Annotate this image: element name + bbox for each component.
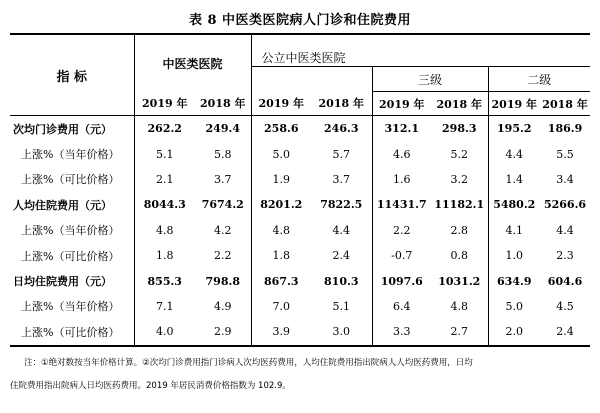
table-cell: 1031.2	[438, 274, 481, 288]
row-label: 上涨%（当年价格）	[21, 148, 120, 162]
year-header: 2018 年	[311, 92, 372, 116]
table-row	[10, 116, 590, 142]
table-cell: 186.9	[547, 122, 583, 136]
table-row	[10, 319, 590, 345]
table-cell: 4.8	[251, 218, 311, 243]
table-cell: 4.5	[556, 299, 574, 313]
table-cell: 634.9	[488, 268, 540, 293]
table-cell: 312.1	[372, 116, 431, 142]
row-label: 上涨%（可比价格）	[10, 319, 134, 345]
table-cell: 6.4	[372, 294, 431, 319]
table-cell: 5.0	[251, 141, 311, 166]
table-cell: 1097.6	[372, 268, 431, 293]
table-cell: 5.7	[332, 147, 351, 161]
tcm-hospital-header: 中医类医院	[134, 34, 251, 92]
table-cell: 5.2	[450, 147, 469, 161]
indicator-header: 指 标	[10, 34, 134, 116]
table-cell: 7.0	[251, 294, 311, 319]
table-cell: 4.9	[214, 299, 232, 313]
year-header: 2019 年	[134, 92, 195, 116]
table-row	[10, 141, 590, 166]
row-label: 人均住院费用（元）	[13, 198, 112, 212]
table-cell: 4.4	[332, 223, 351, 237]
table-row	[10, 218, 590, 243]
table-row	[10, 294, 590, 319]
table-cell: -0.7	[372, 243, 431, 268]
secondary-header: 二级	[488, 67, 590, 92]
public-tcm-hospital-header: 公立中医类医院	[251, 34, 590, 67]
table-cell: 195.2	[488, 116, 540, 142]
row-label: 上涨%（可比价格）	[21, 249, 120, 263]
table-cell: 4.2	[214, 223, 232, 237]
year-header: 2018 年	[431, 92, 488, 116]
table-cell: 5.5	[556, 147, 574, 161]
year-header: 2019 年	[488, 92, 540, 116]
table-cell: 5.1	[134, 141, 195, 166]
public-blank-cell	[251, 67, 372, 92]
table-cell: 11431.7	[372, 192, 431, 217]
table-cell: 1.9	[251, 167, 311, 192]
table-cell: 2.2	[214, 249, 232, 263]
table-cell: 262.2	[134, 116, 195, 142]
row-label: 上涨%（当年价格）	[21, 300, 120, 314]
row-label: 次均门诊费用（元）	[13, 122, 112, 136]
row-label: 上涨%（当年价格）	[21, 224, 120, 238]
table-cell: 4.1	[488, 218, 540, 243]
table-cell: 3.4	[556, 172, 574, 186]
table-cell: 2.0	[488, 319, 540, 345]
table-cell: 2.1	[134, 167, 195, 192]
table-cell: 8044.3	[134, 192, 195, 217]
table-cell: 4.4	[488, 141, 540, 166]
table-cell: 246.3	[324, 122, 359, 136]
table-row	[10, 243, 590, 268]
table-cell: 5.1	[332, 299, 351, 313]
row-label: 日均住院费用（元）	[13, 275, 112, 289]
table-cell: 4.4	[556, 223, 574, 237]
table-cell: 298.3	[442, 122, 477, 136]
table-cell: 7.1	[134, 294, 195, 319]
table-cell: 1.6	[372, 167, 431, 192]
year-header: 2018 年	[540, 92, 590, 116]
table-cell: 855.3	[134, 268, 195, 293]
table-cell: 3.7	[332, 172, 351, 186]
table-cell: 5.8	[214, 147, 232, 161]
table-title: 表 8 中医类医院病人门诊和住院费用	[188, 13, 412, 28]
table-row	[10, 268, 590, 293]
year-header: 2018 年	[195, 92, 251, 116]
table-cell: 11182.1	[434, 198, 485, 212]
table-cell: 798.8	[205, 274, 240, 288]
table-cell: 3.2	[450, 172, 469, 186]
table-note: 住院费用指出院病人日均医药费用。2019 年居民消费价格指数为 102.9。	[10, 381, 291, 391]
table-cell: 5266.6	[543, 198, 587, 212]
table-row	[10, 167, 590, 192]
table-cell: 2.9	[195, 319, 251, 345]
table-row	[10, 192, 590, 217]
table-cell: 2.4	[332, 249, 351, 263]
table-cell: 2.8	[450, 223, 469, 237]
table-cell: 2.2	[372, 218, 431, 243]
table-cell: 4.6	[372, 141, 431, 166]
table-cell: 1.8	[251, 243, 311, 268]
table-cell: 258.6	[251, 116, 311, 142]
table-cell: 1.4	[488, 167, 540, 192]
table-cell: 2.3	[556, 249, 574, 263]
table-cell: 1.0	[488, 243, 540, 268]
table-cell: 2.4	[540, 319, 590, 345]
row-label: 上涨%（可比价格）	[21, 173, 120, 187]
year-header: 2019 年	[372, 92, 431, 116]
table-cell: 4.0	[134, 319, 195, 345]
tertiary-header: 三级	[372, 67, 488, 92]
fee-table	[10, 33, 590, 347]
table-cell: 810.3	[324, 274, 359, 288]
table-cell: 3.9	[251, 319, 311, 345]
table-cell: 3.0	[311, 319, 372, 345]
table-cell: 2.7	[431, 319, 488, 345]
table-cell: 7822.5	[320, 198, 363, 212]
table-cell: 249.4	[205, 122, 240, 136]
table-cell: 5.0	[488, 294, 540, 319]
table-cell: 8201.2	[251, 192, 311, 217]
table-cell: 5480.2	[488, 192, 540, 217]
table-cell: 0.8	[450, 249, 469, 263]
table-note: 注：①绝对数按当年价格计算。②次均门诊费用指门诊病人次均医药费用，人均住院费用指出院病人人均医药费用，日均	[24, 358, 473, 368]
table-cell: 3.3	[372, 319, 431, 345]
table-cell: 867.3	[251, 268, 311, 293]
table-cell: 1.8	[134, 243, 195, 268]
table-cell: 604.6	[547, 274, 583, 288]
year-header: 2019 年	[251, 92, 311, 116]
table-cell: 4.8	[134, 218, 195, 243]
table-cell: 4.8	[450, 299, 469, 313]
table-cell: 3.7	[214, 172, 232, 186]
table-cell: 7674.2	[201, 198, 244, 212]
